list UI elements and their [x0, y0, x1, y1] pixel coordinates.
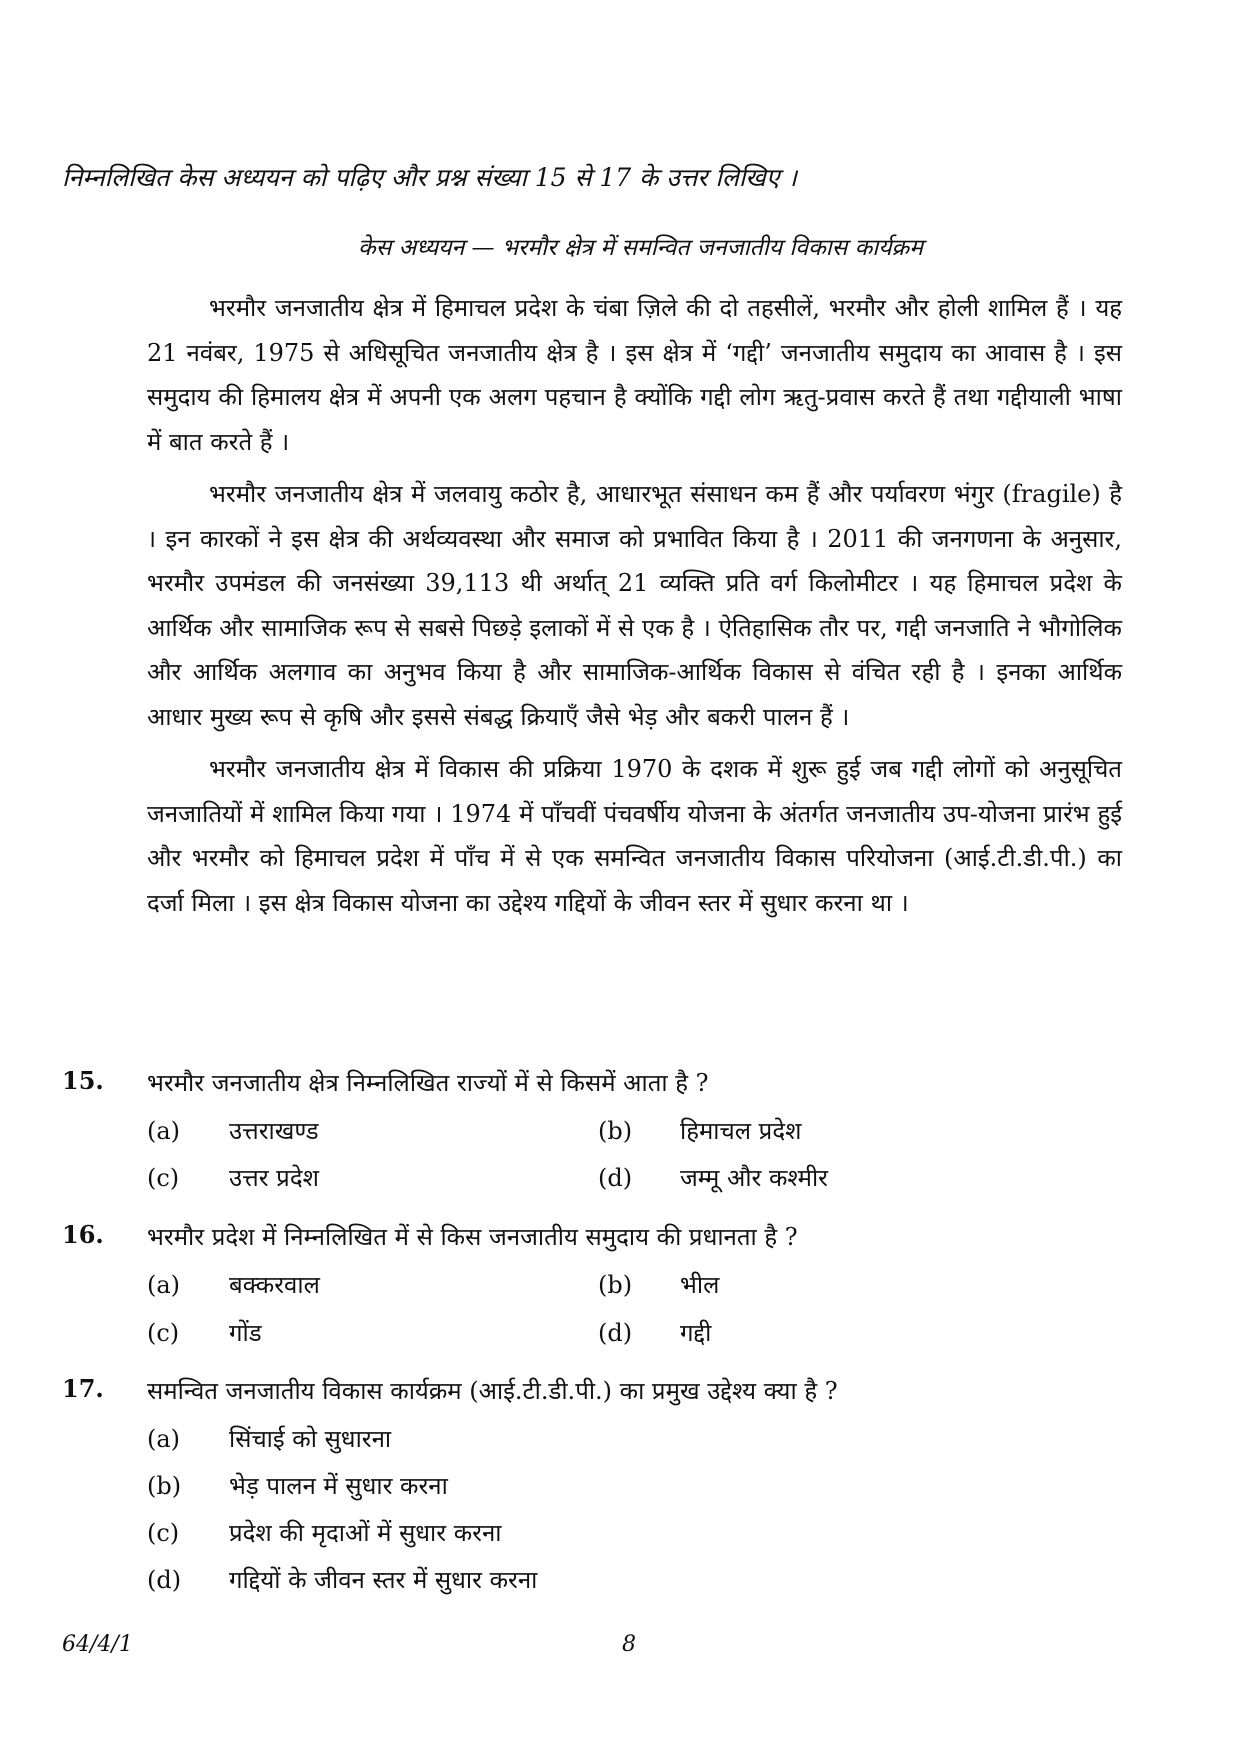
- instruction: निम्नलिखित केस अध्ययन को पढ़िए और प्रश्न संख्या 15 से 17 के उत्तर लिखिए ।: [62, 163, 798, 192]
- option-label: (c): [147, 1519, 180, 1547]
- case-study-body: [147, 286, 1122, 933]
- question-number: 16.: [62, 1220, 104, 1249]
- option-c: [147, 1161, 319, 1194]
- option-d: [147, 1563, 537, 1596]
- option-a: [147, 1268, 320, 1301]
- option-label: (d): [147, 1566, 182, 1594]
- option-text: सिंचाई को सुधारना: [229, 1425, 392, 1453]
- paper-code: 64/4/1: [62, 1632, 133, 1657]
- question-number: 17.: [62, 1374, 104, 1403]
- option-b: [598, 1268, 719, 1301]
- question-text: समन्वित जनजातीय विकास कार्यक्रम (आई.टी.डी.पी.) का प्रमुख उद्देश्य क्या है ?: [147, 1377, 838, 1405]
- case-study-title: केस अध्ययन — भरमौर क्षेत्र में समन्वित जनजातीय विकास कार्यक्रम: [358, 235, 923, 261]
- option-text: उत्तर प्रदेश: [229, 1164, 319, 1192]
- option-label: (a): [147, 1117, 181, 1145]
- option-text: हिमाचल प्रदेश: [680, 1117, 802, 1145]
- option-label: (b): [598, 1117, 633, 1145]
- option-text: भेड़ पालन में सुधार करना: [229, 1472, 448, 1500]
- question-number: 15.: [62, 1066, 104, 1095]
- option-d: [598, 1316, 711, 1349]
- paragraph: भरमौर जनजातीय क्षेत्र में विकास की प्रक्रिया 1970 के दशक में शुरू हुई जब गद्दी लोगों को अनुसूचित जनजातियों में शामिल किया गया । 1974 में पाँचवीं पंचवर्षीय योजना के अंतर्गत जनजातीय उप-योजना प्रारंभ हुई और भरमौर को हिमाचल प्रदेश में पाँच में से एक समन्वित जनजातीय विकास परियोजना (आई.टी.डी.पी.) का दर्जा मिला । इस क्षेत्र विकास योजना का उद्देश्य गद्दियों के जीवन स्तर में सुधार करना था ।: [147, 755, 1122, 917]
- option-text: गद्दी: [680, 1319, 712, 1347]
- page-number: 8: [622, 1632, 636, 1657]
- option-label: (c): [147, 1164, 180, 1192]
- option-text: उत्तराखण्ड: [229, 1117, 319, 1145]
- option-label: (b): [598, 1271, 633, 1299]
- option-text: भील: [680, 1271, 720, 1299]
- option-label: (a): [147, 1271, 181, 1299]
- option-c: [147, 1516, 502, 1549]
- option-label: (a): [147, 1425, 181, 1453]
- option-b: [147, 1469, 448, 1502]
- option-a: [147, 1422, 391, 1455]
- option-text: बक्करवाल: [229, 1271, 320, 1299]
- option-text: जम्मू और कश्मीर: [680, 1164, 828, 1192]
- option-text: प्रदेश की मृदाओं में सुधार करना: [229, 1519, 502, 1547]
- paragraph: भरमौर जनजातीय क्षेत्र में जलवायु कठोर है, आधारभूत संसाधन कम हैं और पर्यावरण भंगुर (fragile) है । इन कारकों ने इस क्षेत्र की अर्थव्यवस्था और समाज को प्रभावित किया है । 2011 की जनगणना के अनुसार, भरमौर उपमंडल की जनसंख्या 39,113 थी अर्थात् 21 व्यक्ति प्रति वर्ग किलोमीटर । यह हिमाचल प्रदेश के आर्थिक और सामाजिक रूप से सबसे पिछड़े इलाकों में से एक है । ऐतिहासिक तौर पर, गद्दी जनजाति ने भौगोलिक और आर्थिक अलगाव का अनुभव किया है और सामाजिक-आर्थिक विकास से वंचित रही है । इनका आर्थिक आधार मुख्य रूप से कृषि और इससे संबद्ध क्रियाएँ जैसे भेड़ और बकरी पालन हैं ।: [147, 480, 1122, 731]
- option-label: (d): [598, 1164, 633, 1192]
- option-text: गोंड: [229, 1319, 262, 1347]
- question-text: भरमौर प्रदेश में निम्नलिखित में से किस जनजातीय समुदाय की प्रधानता है ?: [147, 1223, 798, 1251]
- option-d: [598, 1161, 828, 1194]
- option-b: [598, 1114, 801, 1147]
- option-c: [147, 1316, 262, 1349]
- option-text: गद्दियों के जीवन स्तर में सुधार करना: [229, 1566, 538, 1594]
- option-label: (d): [598, 1319, 633, 1347]
- option-label: (b): [147, 1472, 182, 1500]
- paragraph: भरमौर जनजातीय क्षेत्र में हिमाचल प्रदेश के चंबा ज़िले की दो तहसीलें, भरमौर और होली शामिल हैं । यह 21 नवंबर, 1975 से अधिसूचित जनजातीय क्षेत्र है । इस क्षेत्र में ‘गद्दी’ जनजातीय समुदाय का आवास है । इस समुदाय की हिमालय क्षेत्र में अपनी एक अलग पहचान है क्योंकि गद्दी लोग ऋतु-प्रवास करते हैं तथा गद्दीयाली भाषा में बात करते हैं ।: [147, 294, 1122, 456]
- question-text: भरमौर जनजातीय क्षेत्र निम्नलिखित राज्यों में से किसमें आता है ?: [147, 1069, 709, 1097]
- option-a: [147, 1114, 319, 1147]
- option-label: (c): [147, 1319, 180, 1347]
